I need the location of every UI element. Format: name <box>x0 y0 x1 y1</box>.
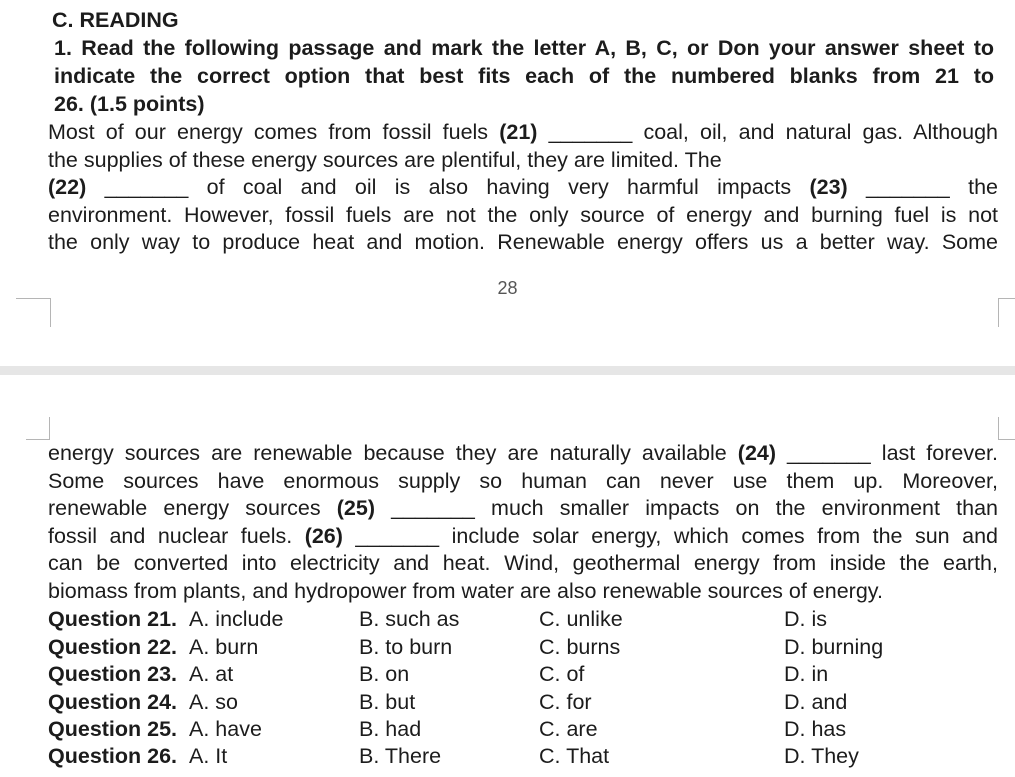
instruction-line-3: 26. (1.5 points) <box>54 92 205 116</box>
blank-number-22: (22) <box>48 175 87 199</box>
passage-line-7: Some sources have enormous supply so human can never use them up. Moreover, <box>48 469 998 493</box>
passage-line-1 <box>48 122 998 144</box>
blank-number-21: (21) <box>499 120 538 144</box>
crop-mark-bottom-left <box>16 298 51 327</box>
blank-number-24: (24) <box>737 441 777 465</box>
passage-text: renewable energy sources <box>48 496 337 520</box>
option-b: B. to burn <box>359 635 453 659</box>
blank-number-26: (26) <box>304 524 343 548</box>
option-d: D. is <box>784 607 827 631</box>
passage-text: _______ the <box>847 175 998 199</box>
passage-line-6 <box>48 443 998 465</box>
question-row-21 <box>48 609 1008 633</box>
option-d: D. burning <box>784 635 884 659</box>
option-a: A. It <box>189 744 228 768</box>
passage-text: Most of our energy comes from fossil fuels <box>48 120 500 144</box>
question-label: Question 26. <box>48 744 178 768</box>
option-c: C. unlike <box>539 607 623 631</box>
option-b: B. had <box>359 717 422 741</box>
option-a: A. burn <box>189 635 259 659</box>
option-a: A. include <box>189 607 284 631</box>
option-c: C. burns <box>539 635 621 659</box>
option-c: C. That <box>539 744 610 768</box>
option-b: B. such as <box>359 607 460 631</box>
blank-number-25: (25) <box>336 496 375 520</box>
blank-21: _______ <box>537 120 644 144</box>
question-row-24 <box>48 692 1008 716</box>
passage-line-3 <box>48 177 998 199</box>
passage-text: _______ of coal and oil is also having very harmful impacts <box>86 175 810 199</box>
question-label: Question 23. <box>48 662 178 686</box>
passage-text: fossil and nuclear fuels. <box>48 524 305 548</box>
option-a: A. so <box>189 690 238 714</box>
option-c: C. of <box>539 662 585 686</box>
instruction-line-1: 1. Read the following passage and mark the letter A, B, C, or Don your answer sheet to <box>54 36 994 60</box>
option-d: D. in <box>784 662 829 686</box>
option-d: D. and <box>784 690 848 714</box>
option-b: B. There <box>359 744 442 768</box>
question-label: Question 25. <box>48 717 178 741</box>
passage-line-10: can be converted into electricity and heat. Wind, geothermal energy from inside the earth, <box>48 551 998 575</box>
question-label: Question 21. <box>48 607 178 631</box>
document-page-bottom <box>0 375 1015 777</box>
option-d: D. They <box>784 744 859 768</box>
option-c: C. are <box>539 717 598 741</box>
question-label: Question 24. <box>48 690 178 714</box>
question-row-22 <box>48 637 1008 661</box>
passage-line-8 <box>48 498 998 520</box>
passage-line-5: the only way to produce heat and motion. Renewable energy offers us a better way. Some <box>48 230 998 254</box>
crop-mark-top-right <box>998 417 1015 440</box>
option-c: C. for <box>539 690 592 714</box>
passage-line-2: the supplies of these energy sources are plentiful, they are limited. The <box>48 148 722 172</box>
option-a: A. have <box>189 717 262 741</box>
passage-text: coal, oil, and natural gas. Although <box>643 120 998 144</box>
option-b: B. on <box>359 662 410 686</box>
crop-mark-bottom-right <box>998 298 1015 327</box>
option-d: D. has <box>784 717 847 741</box>
passage-text: energy sources are renewable because they are naturally available <box>48 441 738 465</box>
option-b: B. but <box>359 690 416 714</box>
question-row-23 <box>48 664 1008 688</box>
question-row-25 <box>48 719 1008 743</box>
question-label: Question 22. <box>48 635 178 659</box>
document-page-top <box>0 0 1015 366</box>
passage-text: _______ include solar energy, which comes from the sun and <box>342 524 998 548</box>
passage-text: _______ much smaller impacts on the environment than <box>375 496 998 520</box>
passage-line-9 <box>48 526 998 548</box>
instruction-line-2: indicate the correct option that best fits each of the numbered blanks from 21 to <box>54 64 994 88</box>
passage-line-4: environment. However, fossil fuels are not the only source of energy and burning fuel is not <box>48 203 998 227</box>
page-gap <box>0 366 1015 375</box>
passage-text: _______ last forever. <box>776 441 998 465</box>
question-row-26 <box>48 746 1008 770</box>
crop-mark-top-left <box>26 417 50 440</box>
option-a: A. at <box>189 662 234 686</box>
blank-number-23: (23) <box>809 175 848 199</box>
page-number: 28 <box>497 278 518 298</box>
section-title: C. READING <box>52 8 179 32</box>
passage-line-11: biomass from plants, and hydropower from water are also renewable sources of energy. <box>48 579 883 603</box>
